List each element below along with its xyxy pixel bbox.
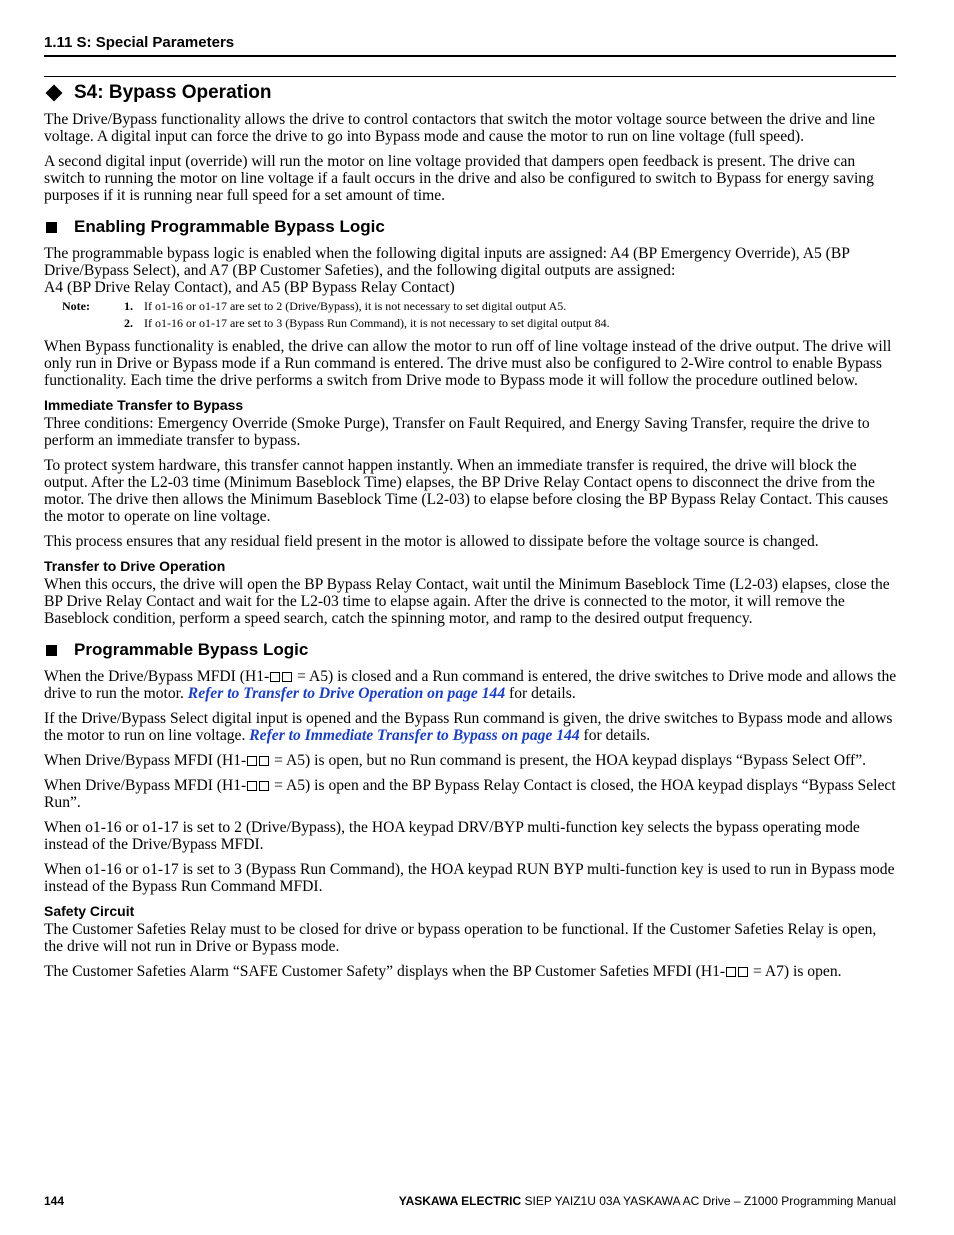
safety-p2-b: = A7) is open.: [749, 963, 842, 980]
transfer-drive-title: Transfer to Drive Operation: [44, 558, 226, 574]
transfer-drive-link[interactable]: Refer to Transfer to Drive Operation on page 144: [187, 685, 506, 702]
immediate-paragraph-1: Three conditions: Emergency Override (Smoke Purge), Transfer on Fault Required, and Energy Saving Transfer, require the drive to perform an immediate transfer to bypass.: [44, 415, 870, 449]
box-placeholder-icon: [270, 672, 280, 682]
programmable-p2-c: for details.: [579, 727, 651, 744]
immediate-title: Immediate Transfer to Bypass: [44, 397, 244, 413]
s4-paragraph-1: The Drive/Bypass functionality allows the drive to control contactors that switch the motor voltage source between the drive and line voltage. A digital input can force the drive to go into Bypass mode and cause the motor to run on line voltage (full speed).: [44, 111, 875, 145]
programmable-p1-a: When the Drive/Bypass MFDI (H1-: [44, 668, 270, 685]
section-header: 1.11 S: Special Parameters: [44, 34, 235, 51]
programmable-p3-a: When Drive/Bypass MFDI (H1-: [44, 752, 247, 769]
enabling-heading: [44, 216, 897, 238]
note-label-spacer: [44, 315, 124, 332]
programmable-title: Programmable Bypass Logic: [74, 640, 309, 659]
enabling-paragraph-1: [44, 245, 897, 296]
box-placeholder-icon: [282, 672, 292, 682]
programmable-heading: [44, 639, 897, 661]
note-row-1: [44, 298, 897, 315]
programmable-p1-b: = A5) is closed and a Run command is entered, the drive switches to Drive mode and allows the drive to run the motor.: [44, 668, 897, 702]
enabling-title: Enabling Programmable Bypass Logic: [74, 217, 385, 236]
programmable-p3-b: = A5) is open, but no Run command is present, the HOA keypad displays “Bypass Select Off”.: [270, 752, 867, 769]
page-number: 144: [44, 1194, 65, 1208]
transfer-drive-paragraph-1: When this occurs, the drive will open the BP Bypass Relay Contact, wait until the Minimum Baseblock Time (L2-03) elapses, close the BP Drive Relay Contact and wait for the L2-03 time to elapse again. After the drive is connected to the motor, it will remove the Baseblock condition, perform a speed search, catch the spinning motor, and ramp to the desired output frequency.: [44, 576, 890, 627]
s4-paragraph-2: A second digital input (override) will run the motor on line voltage provided that dampers open feedback is present. The drive can switch to running the motor on line voltage if a fault occurs in the drive and also be configured to switch to Bypass for energy saving purposes if it is running near full speed for a set amount of time.: [44, 153, 874, 204]
immediate-paragraph-3: This process ensures that any residual field present in the motor is allowed to dissipate before the voltage source is changed.: [44, 533, 819, 550]
square-bullet-icon: [46, 222, 57, 233]
box-placeholder-icon: [247, 781, 257, 791]
box-placeholder-icon: [259, 756, 269, 766]
note-number-2: 2.: [124, 316, 133, 330]
box-placeholder-icon: [726, 967, 736, 977]
programmable-paragraph-6: When o1-16 or o1-17 is set to 3 (Bypass Run Command), the HOA keypad RUN BYP multi-function key is used to run in Bypass mode instead of the Bypass Run Command MFDI.: [44, 861, 895, 895]
enabling-p1b-text: A4 (BP Drive Relay Contact), and A5 (BP Bypass Relay Contact): [44, 279, 455, 296]
programmable-paragraph-1: [44, 668, 897, 702]
square-bullet-icon: [46, 645, 57, 656]
programmable-p4-b: = A5) is open and the BP Bypass Relay Contact is closed, the HOA keypad displays “Bypass Select Run”.: [44, 777, 896, 811]
box-placeholder-icon: [247, 756, 257, 766]
immediate-paragraph-2: To protect system hardware, this transfer cannot happen instantly. When an immediate transfer is required, the drive will block the output. After the L2-03 time (Minimum Baseblock Time) elapses, the BP Drive Relay Contact opens to disconnect the drive from the motor. The drive then allows the Minimum Baseblock Time (L2-03) to elapse before closing the BP Bypass Relay Contact. This causes the motor to operate on line voltage.: [44, 457, 889, 525]
footer-brand: YASKAWA ELECTRIC: [398, 1194, 522, 1208]
programmable-p4-a: When Drive/Bypass MFDI (H1-: [44, 777, 247, 794]
s4-title: S4: Bypass Operation: [74, 82, 272, 103]
box-placeholder-icon: [259, 781, 269, 791]
footer-doc-title: SIEP YAIZ1U 03A YASKAWA AC Drive – Z1000 Programming Manual: [521, 1194, 896, 1208]
note-number-1: 1.: [124, 299, 133, 313]
note-row-2: [44, 315, 897, 332]
diamond-bullet-icon: [46, 85, 63, 102]
footer-doc-info: [399, 1194, 896, 1208]
page-content: [44, 81, 897, 988]
note-block: [44, 298, 897, 332]
s4-heading: [44, 81, 897, 105]
header-subrule: [44, 76, 896, 77]
header-rule: [44, 55, 896, 57]
safety-paragraph-1: The Customer Safeties Relay must to be closed for drive or bypass operation to be functional. If the Customer Safeties Relay is open, the drive will not run in Drive or Bypass mode.: [44, 921, 877, 955]
programmable-paragraph-5: When o1-16 or o1-17 is set to 2 (Drive/Bypass), the HOA keypad DRV/BYP multi-function key selects the bypass operating mode instead of the Drive/Bypass MFDI.: [44, 819, 860, 853]
programmable-paragraph-4: [44, 777, 897, 811]
note-text-1: If o1-16 or o1-17 are set to 2 (Drive/Bypass), it is not necessary to set digital output A5.: [144, 299, 567, 313]
safety-title: Safety Circuit: [44, 903, 135, 919]
programmable-paragraph-2: [44, 710, 897, 744]
note-text-2: If o1-16 or o1-17 are set to 3 (Bypass Run Command), it is not necessary to set digital output 84.: [144, 316, 610, 330]
enabling-p1-text: The programmable bypass logic is enabled when the following digital inputs are assigned: A4 (BP Emergency Override), A5 (BP Drive/Bypass Select), and A7 (BP Customer Safeties), and the following digital outputs are assigned:: [44, 245, 850, 279]
programmable-p2-a: If the Drive/Bypass Select digital input is opened and the Bypass Run command is given, the drive switches to Bypass mode and allows the motor to run on line voltage.: [44, 710, 893, 744]
immediate-transfer-link[interactable]: Refer to Immediate Transfer to Bypass on page 144: [249, 727, 580, 744]
programmable-p1-c: for details.: [505, 685, 576, 702]
box-placeholder-icon: [738, 967, 748, 977]
safety-p2-a: The Customer Safeties Alarm “SAFE Customer Safety” displays when the BP Customer Safeties MFDI (H1-: [44, 963, 726, 980]
safety-paragraph-2: [44, 963, 897, 980]
note-label: Note:: [62, 299, 90, 313]
enabling-paragraph-2: When Bypass functionality is enabled, the drive can allow the motor to run off of line voltage instead of the drive output. The drive will only run in Drive or Bypass mode if a Run command is entered. The drive must also be configured to 2-Wire control to enable Bypass functionality. Each time the drive performs a switch from Drive mode to Bypass mode it will follow the procedure outlined below.: [44, 338, 892, 389]
programmable-paragraph-3: [44, 752, 897, 769]
